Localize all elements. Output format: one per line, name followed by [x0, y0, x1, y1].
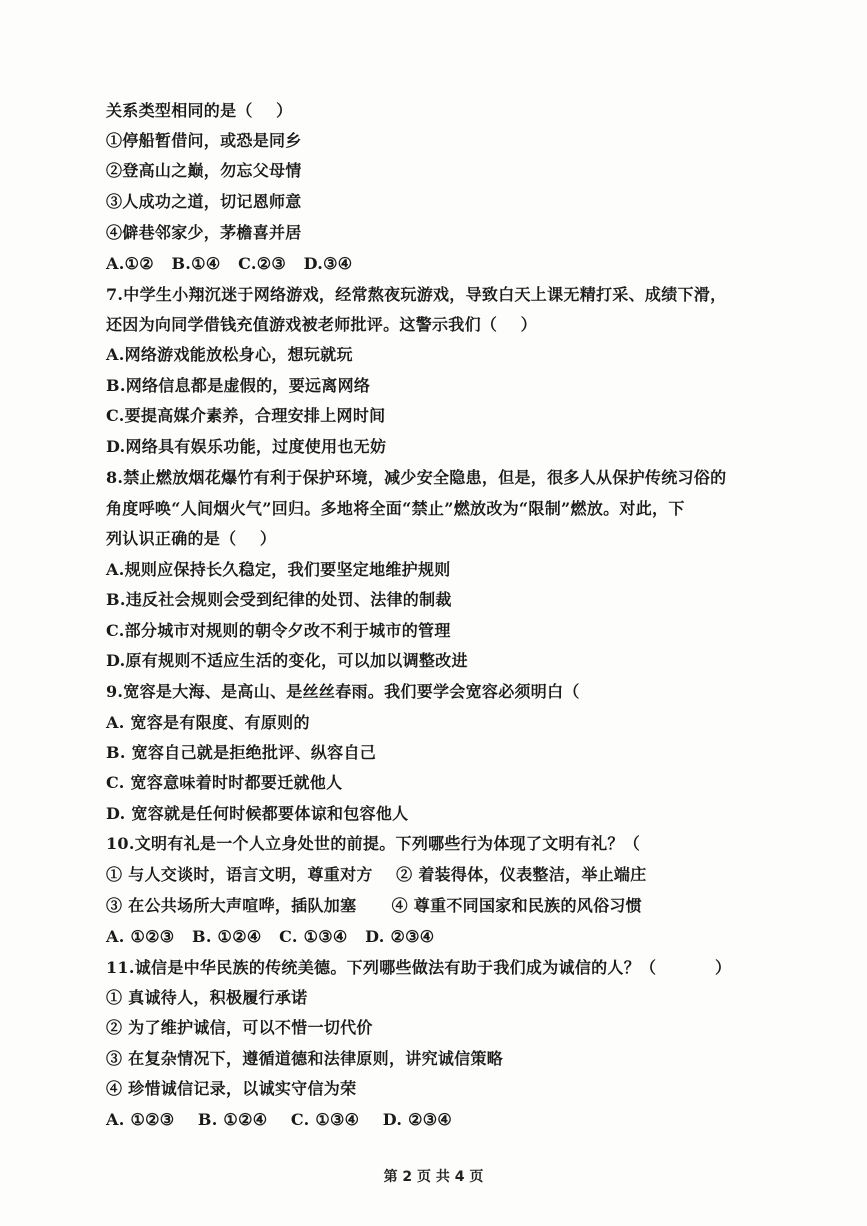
page-number-footer: 第 2 页 共 4 页: [383, 1169, 484, 1185]
statement-3: ③ 在复杂情况下，遵循道德和法律原则，讲究诚信策略: [106, 1049, 504, 1068]
option-d: D.网络具有娱乐功能，过度使用也无妨: [106, 437, 387, 456]
option-b: B. 宽容自己就是拒绝批评、纵容自己: [106, 743, 377, 762]
statements-3-4: ③ 在公共场所大声喧哗，插队加塞 ④ 尊重不同国家和民族的风俗习惯: [106, 896, 642, 915]
option-d: D.原有规则不适应生活的变化，可以加以调整改进: [106, 651, 468, 670]
option-b: B.网络信息都是虚假的，要远离网络: [106, 376, 371, 395]
question-8-stem-cont: 角度呼唤“人间烟火气”回归。多地将全面“禁止”燃放改为“限制”燃放。对此，下: [106, 499, 685, 518]
statement-2: ② 为了维护诚信，可以不惜一切代价: [106, 1018, 373, 1037]
statement-2: ②登高山之巅，勿忘父母情: [106, 161, 302, 180]
question-stem-continuation: 关系类型相同的是（ ）: [106, 101, 293, 120]
option-a: A.网络游戏能放松身心，想玩就玩: [106, 345, 353, 364]
option-a: A. 宽容是有限度、有原则的: [106, 713, 310, 732]
answer-options: A. ①②③ B. ①②④ C. ①③④ D. ②③④: [106, 927, 435, 946]
question-7-stem: 7.中学生小翔沉迷于网络游戏，经常熬夜玩游戏，导致白天上课无精打采、成绩下滑，: [106, 285, 727, 304]
question-10-stem: 10.文明有礼是一个人立身处世的前提。下列哪些行为体现了文明有礼？（: [106, 834, 641, 853]
option-c: C. 宽容意味着时时都要迁就他人: [106, 773, 343, 792]
option-a: A.规则应保持长久稳定，我们要坚定地维护规则: [106, 560, 451, 579]
answer-options: A.①② B.①④ C.②③ D.③④: [106, 254, 353, 273]
option-c: C.要提高媒介素养，合理安排上网时间: [106, 406, 386, 425]
statement-1: ①停船暂借问，或恐是同乡: [106, 131, 302, 150]
option-d: D. 宽容就是任何时候都要体谅和包容他人: [106, 804, 409, 823]
statement-3: ③人成功之道，切记恩师意: [106, 192, 302, 211]
question-9-stem: 9.宽容是大海、是高山、是丝丝春雨。我们要学会宽容必须明白（: [106, 682, 580, 701]
answer-options: A. ①②③ B. ①②④ C. ①③④ D. ②③④: [106, 1110, 453, 1129]
question-11-stem: 11.诚信是中华民族的传统美德。下列哪些做法有助于我们成为诚信的人？（ ）: [106, 958, 732, 977]
question-8-stem: 8.禁止燃放烟花爆竹有利于保护环境，减少安全隐患，但是，很多人从保护传统习俗的: [106, 468, 727, 487]
statement-1: ① 真诚待人，积极履行承诺: [106, 988, 308, 1007]
statement-4: ④僻巷邻家少，茅檐喜并居: [106, 223, 302, 242]
question-8-stem-end: 列认识正确的是（ ）: [106, 529, 277, 548]
statement-4: ④ 珍惜诚信记录，以诚实守信为荣: [106, 1079, 357, 1098]
option-b: B.违反社会规则会受到纪律的处罚、法律的制裁: [106, 590, 452, 609]
statements-1-2: ① 与人交谈时，语言文明，尊重对方 ② 着装得体，仪表整洁，举止端庄: [106, 865, 647, 884]
option-c: C.部分城市对规则的朝令夕改不利于城市的管理: [106, 621, 451, 640]
question-7-stem-cont: 还因为向同学借钱充值游戏被老师批评。这警示我们（ ）: [106, 315, 537, 334]
